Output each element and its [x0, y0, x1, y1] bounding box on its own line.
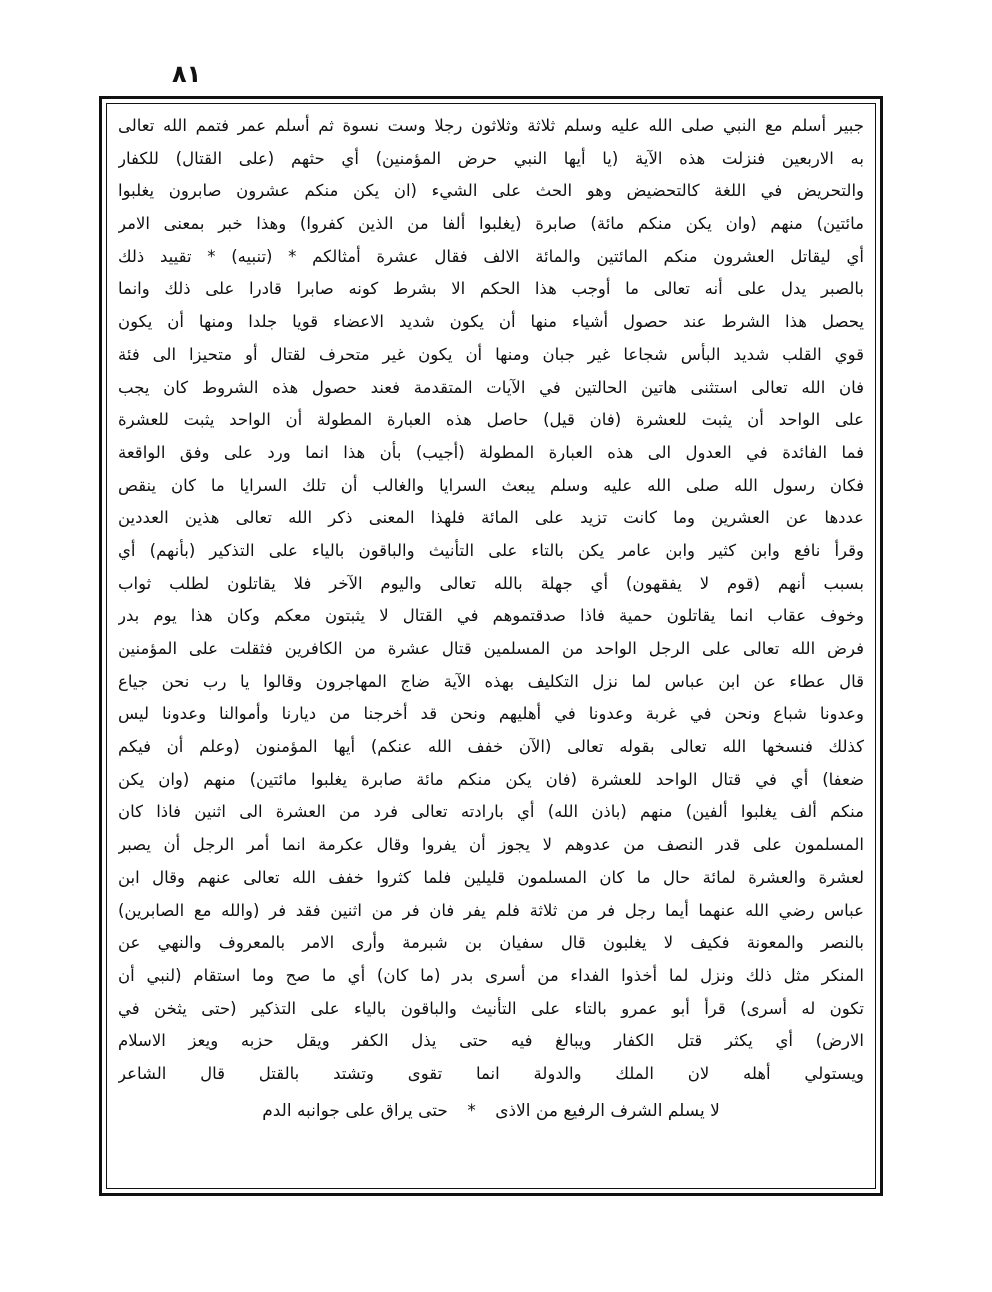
text-line: فما الفائدة في العدول الى هذه العبارة المطولة (أجيب) بأن هذا انما ورد على وفق الواقعة [118, 442, 864, 462]
text-line: قال عطاء عن ابن عباس لما نزل التكليف بهذه الآية ضاج المهاجرون وقالوا يا رب نحن جياع [118, 671, 864, 691]
text-line: منكم ألف يغلبوا ألفين) منهم (باذن الله) أي بارادته تعالى فرد من العشرة الى اثنين فاذا كان [118, 802, 864, 822]
text-line: به الاربعين فنزلت هذه الآية (يا أيها النبي حرض المؤمنين) أي حثهم (على القتال) للكفار [118, 148, 864, 168]
text-line: والتحريض في اللغة كالتحضيض وهو الحث على الشيء (ان يكن منكم عشرون صابرون يغلبوا [118, 181, 864, 201]
text-line: يحصل هذا الشرط عند حصول أشياء منها أن يكون شديد الاعضاء قويا جلدا ومنها أن يكون [118, 312, 864, 332]
text-line: كذلك فنسخها الله تعالى بقوله تعالى (الآن خفف الله عنكم) أيها المؤمنون (وعلم أن فيكم [118, 737, 864, 757]
text-line: تكون له أسرى) قرأ أبو عمرو بالتاء على التأنيث والباقون بالياء على التذكير (حتى يثخن في [118, 998, 864, 1018]
text-line: وعدونا شباع ونحن في غربة وعدونا في أهليهم ونحن قد أخرجنا من ديارنا وأموالنا وعدونا ليس [118, 704, 864, 724]
text-line: وقرأ نافع وابن كثير وابن عامر يكن بالتاء على التأنيث والباقون بالياء على التذكير (بأنهم) أي [118, 540, 864, 560]
text-line: الارض) أي يكثر قتل الكفار ويبالغ فيه حتى يذل الكفر ويقل حزبه ويعز الاسلام [118, 1031, 864, 1051]
text-line: جبير أسلم مع النبي صلى الله عليه وسلم ثلاثة وثلاثون رجلا وست نسوة ثم أسلم عمر فتمم الله تعالى [118, 116, 864, 135]
text-line: فرض الله تعالى على الرجل الواحد من المسلمين قتال عشرة من الكافرين فثقلت على المؤمنين [118, 639, 864, 658]
text-line: وخوف عقاب انما يقاتلون حمية فاذا صدقتموهم في القتال لا يثبتون معكم وكان هذا يوم بدر [118, 606, 864, 626]
poetry-hemistich-right: لا يسلم الشرف الرفيع من الاذى [495, 1100, 720, 1121]
body-text [118, 110, 864, 1182]
text-line: فكان رسول الله صلى الله عليه وسلم يبعث السرايا والغالب أن تلك السرايا ما كان ينقص [118, 475, 864, 495]
text-line: عباس رضي الله عنهما أيما رجل فر من ثلاثة فلم يفر فان فر من اثنين فقد فر (والله مع الصابرين) [118, 900, 864, 920]
text-line: المسلمون على قدر النصف من عدوهم لا يجوز أن يفروا وقال عكرمة انما أمر الرجل أن يصبر [118, 835, 864, 855]
text-line: بسبب أنهم (قوم لا يفقهون) أي جهلة بالله تعالى واليوم الآخر فلا يقاتلون لطلب ثواب [118, 573, 864, 593]
text-line: بالنصر والمعونة فكيف لا يغلبون قال سفيان بن شبرمة وأرى الامر بالمعروف والنهي عن [118, 933, 864, 953]
text-line: عددها عن العشرين وما كانت تزيد على المائة فلهذا المعنى ذكر الله تعالى هذين العددين [118, 508, 864, 528]
poetry-verse [118, 1095, 864, 1128]
text-line: لعشرة والعشرة لمائة حال ما كان المسلمون قليلين فلما كثروا خفف الله تعالى عنهم وقال ابن [118, 867, 864, 887]
text-line: بالصبر يدل على أنه تعالى ما أوجب هذا الحكم الا بشرط كونه صابرا قادرا على ذلك وانما [118, 279, 864, 299]
text-line: قوي القلب شديد البأس شجاعا غير جبان ومنها أن يكون غير متحرف لقتال أو متحيزا الى فئة [118, 344, 864, 364]
text-line: فان الله تعالى استثنى هاتين الحالتين في الآيات المتقدمة فعند حصول هذه الشروط كان يجب [118, 377, 864, 397]
text-line: ضعفا) أي في قتال الواحد للعشرة (فان يكن منكم مائة صابرة يغلبوا مائتين) منهم (وان يكن [118, 769, 864, 789]
text-line: ويستولي أهله لان الملك والدولة انما تقوى وتشتد بالقتل قال الشاعر [118, 1063, 864, 1083]
text-line: على الواحد أن يثبت للعشرة (فان قيل) حاصل هذه العبارة المطولة أن الواحد يثبت للعشرة [118, 410, 864, 430]
page-number: ٨١ [172, 60, 202, 88]
text-line: أي ليقاتل العشرون منكم المائتين والمائة الالف فقال عشرة أمثالكم * (تنبيه) * تقييد ذلك [118, 246, 864, 266]
text-line: المنكر مثل ذلك ونزل لما أخذوا الفداء من أسرى بدر (ما كان) أي ما صح وما استقام (لنبي أن [118, 965, 864, 985]
text-line: مائتين) منهم (وان يكن منكم مائة) صابرة (يغلبوا ألفا من الذين كفروا) وهذا خبر بمعنى الامر [118, 214, 864, 234]
poetry-separator: * [467, 1100, 476, 1121]
poetry-hemistich-left: حتى يراق على جوانبه الدم [262, 1100, 448, 1121]
